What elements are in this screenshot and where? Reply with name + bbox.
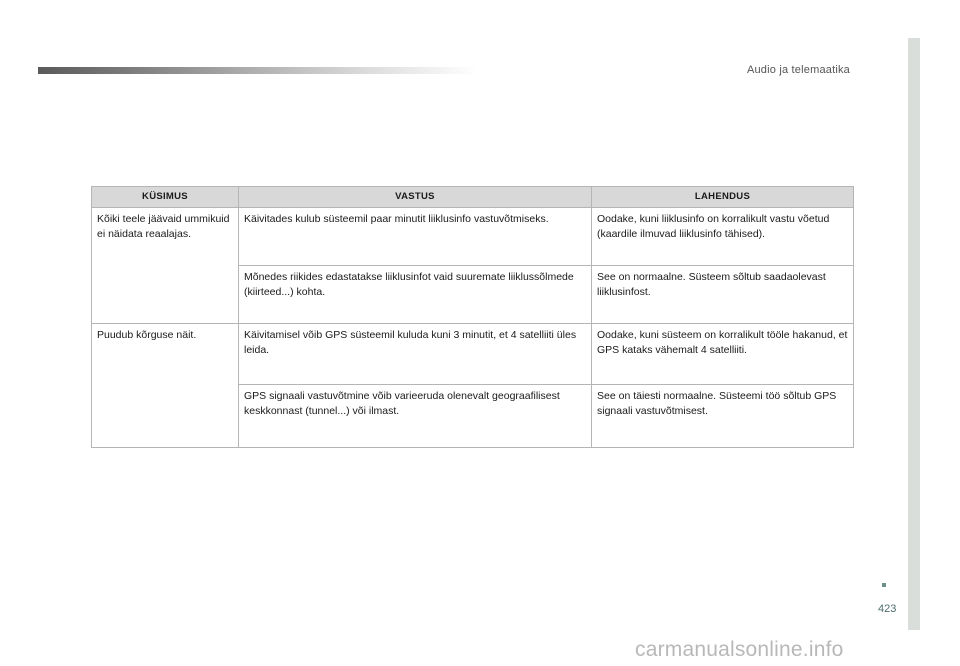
solution-cell: Oodake, kuni süsteem on korralikult tööle hakanud, et GPS kataks vähemalt 4 satelliiti.	[592, 324, 854, 385]
solution-cell: Oodake, kuni liiklusinfo on korralikult vastu võetud (kaardile ilmuvad liiklusinfo tähised).	[592, 208, 854, 266]
table-header-row	[92, 187, 854, 208]
table-row	[92, 324, 854, 385]
answer-cell: Käivitades kulub süsteemil paar minutit liiklusinfo vastuvõtmiseks.	[239, 208, 592, 266]
answer-cell: Mõnedes riikides edastatakse liiklusinfot vaid suuremate liiklussõlmede (kiirteed...) kohta.	[239, 266, 592, 324]
table-row	[92, 208, 854, 266]
question-cell: Kõiki teele jäävaid ummikuid ei näidata reaalajas.	[92, 208, 239, 324]
header-gradient-bar	[38, 67, 478, 74]
section-title: Audio ja telemaatika	[746, 64, 850, 76]
page-number: 423	[878, 603, 897, 615]
page-marker	[882, 583, 886, 587]
watermark: carmanualsonline.info	[635, 638, 844, 661]
question-cell: Puudub kõrguse näit.	[92, 324, 239, 448]
solution-cell: See on täiesti normaalne. Süsteemi töö sõltub GPS signaali vastuvõtmisest.	[592, 385, 854, 448]
troubleshooting-table	[91, 186, 854, 448]
column-header-solution: LAHENDUS	[592, 187, 854, 208]
page-edge-strip	[908, 38, 920, 630]
column-header-question: KÜSIMUS	[92, 187, 239, 208]
solution-cell: See on normaalne. Süsteem sõltub saadaolevast liiklusinfost.	[592, 266, 854, 324]
answer-cell: GPS signaali vastuvõtmine võib varieeruda olenevalt geograafilisest keskkonnast (tunnel...) või ilmast.	[239, 385, 592, 448]
answer-cell: Käivitamisel võib GPS süsteemil kuluda kuni 3 minutit, et 4 satelliiti üles leida.	[239, 324, 592, 385]
column-header-answer: VASTUS	[239, 187, 592, 208]
